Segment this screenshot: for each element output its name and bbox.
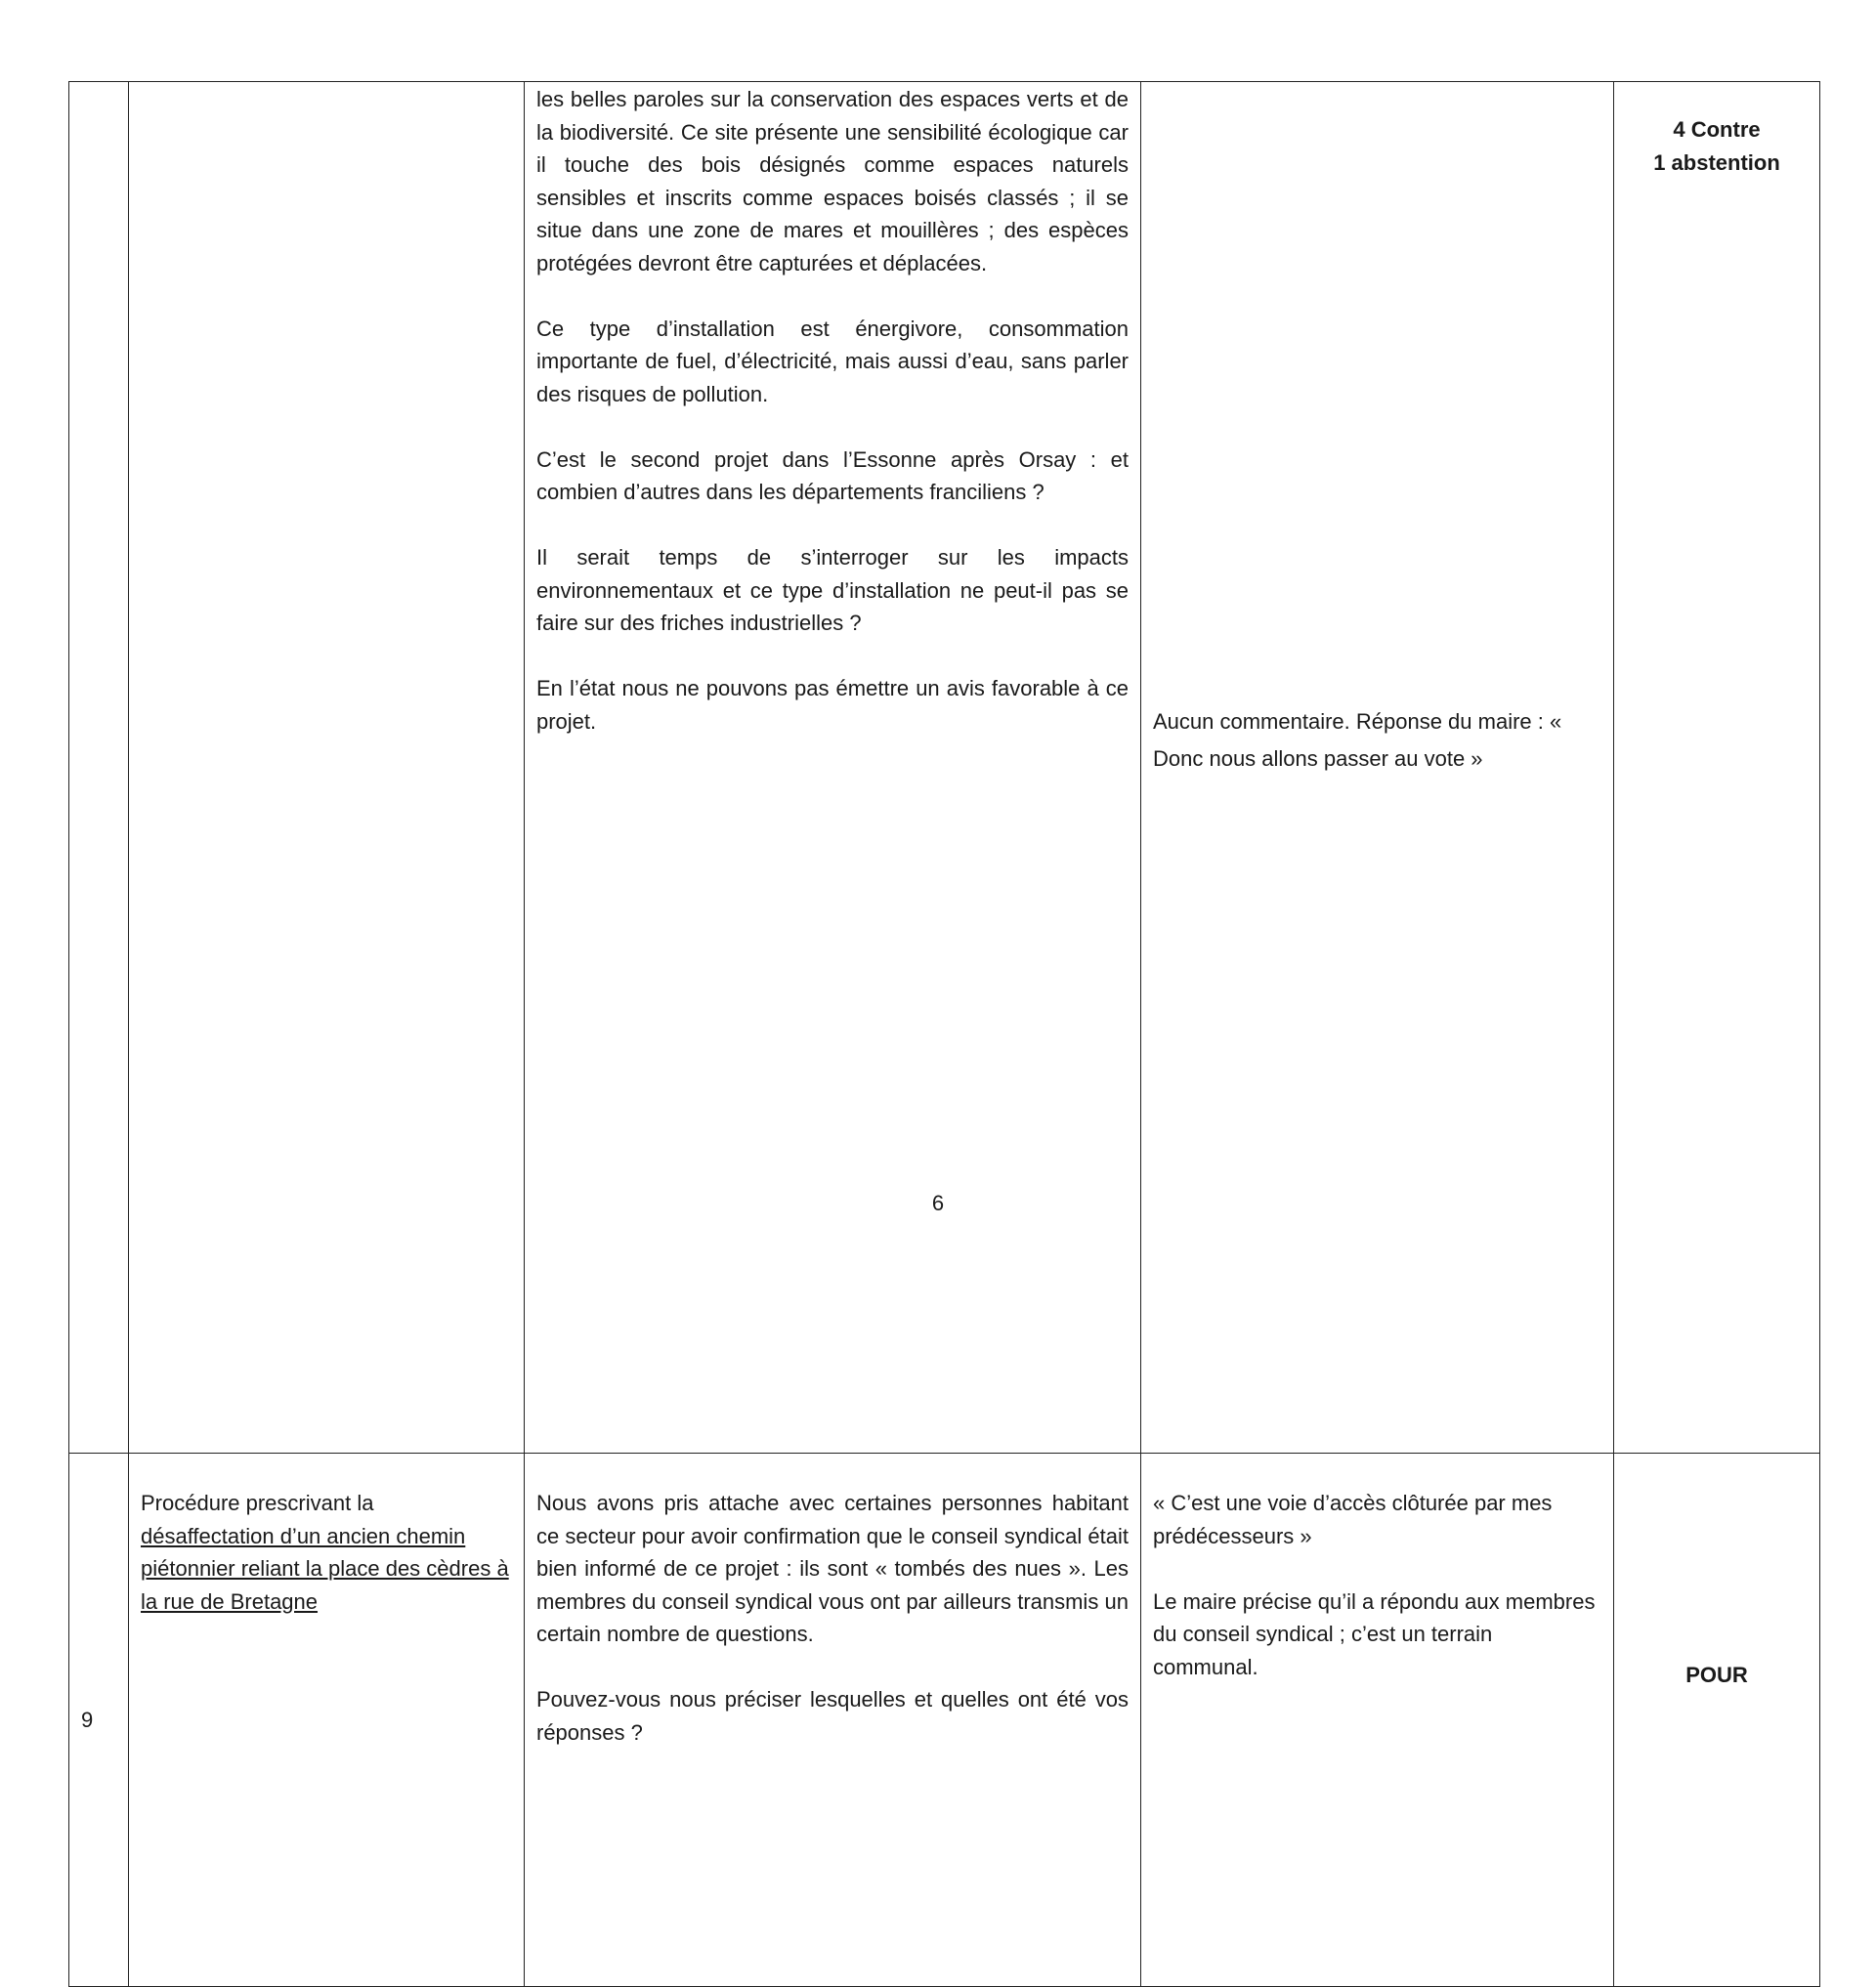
subject-underlined: désaffectation d’un ancien chemin piétonnier reliant la place des cèdres à la rue de Bretagne bbox=[141, 1523, 509, 1614]
item-number: 9 bbox=[81, 1707, 94, 1732]
opposition-paragraph: Pouvez-vous nous préciser lesquelles et quelles ont été vos réponses ? bbox=[536, 1687, 1129, 1745]
subject-cell bbox=[129, 82, 525, 1454]
opposition-paragraph: C’est le second projet dans l’Essonne après Orsay : et combien d’autres dans les départements franciliens ? bbox=[536, 446, 1129, 504]
vote-result: 4 Contre bbox=[1673, 117, 1761, 142]
opposition-paragraph: Il serait temps de s’interroger sur les impacts environnementaux et ce type d’installation ne peut-il pas se faire sur des friches industrielles ? bbox=[536, 545, 1129, 635]
opposition-text-cell bbox=[525, 82, 1141, 1454]
table-row bbox=[69, 82, 1820, 1454]
opposition-paragraph: En l’état nous ne pouvons pas émettre un avis favorable à ce projet. bbox=[536, 676, 1129, 734]
response-cell bbox=[1141, 1454, 1614, 1987]
vote-cell bbox=[1614, 1454, 1820, 1987]
page-number: 6 bbox=[931, 1191, 945, 1215]
opposition-paragraph: Ce type d’installation est énergivore, consommation importante de fuel, d’électricité, mais aussi d’eau, sans parler des risques de pollution. bbox=[536, 316, 1129, 406]
table-row bbox=[69, 1454, 1820, 1987]
item-number-cell bbox=[69, 1454, 129, 1987]
item-number-cell bbox=[69, 82, 129, 1454]
mayor-response: Le maire précise qu’il a répondu aux membres du conseil syndical ; c’est un terrain communal. bbox=[1153, 1588, 1596, 1679]
opposition-paragraph: Nous avons pris attache avec certaines personnes habitant ce secteur pour avoir confirmation que le conseil syndical était bien informé de ce projet : ils sont « tombés des nues ». Les membres du conseil syndical vous ont par ailleurs transmis un certain nombre de questions. bbox=[536, 1491, 1129, 1646]
mayor-response: Aucun commentaire. Réponse du maire : « Donc nous allons passer au vote » bbox=[1153, 709, 1562, 771]
minutes-page bbox=[68, 81, 1819, 1987]
vote-result: 1 abstention bbox=[1653, 149, 1780, 175]
minutes-table bbox=[68, 81, 1820, 1987]
vote-cell bbox=[1614, 82, 1820, 1454]
subject-cell bbox=[129, 1454, 525, 1987]
response-cell bbox=[1141, 82, 1614, 1454]
opposition-text-cell bbox=[525, 1454, 1141, 1987]
subject-intro: Procédure prescrivant la bbox=[141, 1491, 374, 1515]
mayor-response: « C’est une voie d’accès clôturée par mes prédécesseurs » bbox=[1153, 1491, 1553, 1548]
opposition-paragraph: les belles paroles sur la conservation des espaces verts et de la biodiversité. Ce site présente une sensibilité écologique car il touche des bois désignés comme espaces naturels sensibles et inscrits comme espaces boisés classés ; il se situe dans une zone de mares et mouillères ; des espèces protégées devront être capturées et déplacées. bbox=[536, 87, 1129, 275]
vote-result: POUR bbox=[1685, 1663, 1748, 1687]
